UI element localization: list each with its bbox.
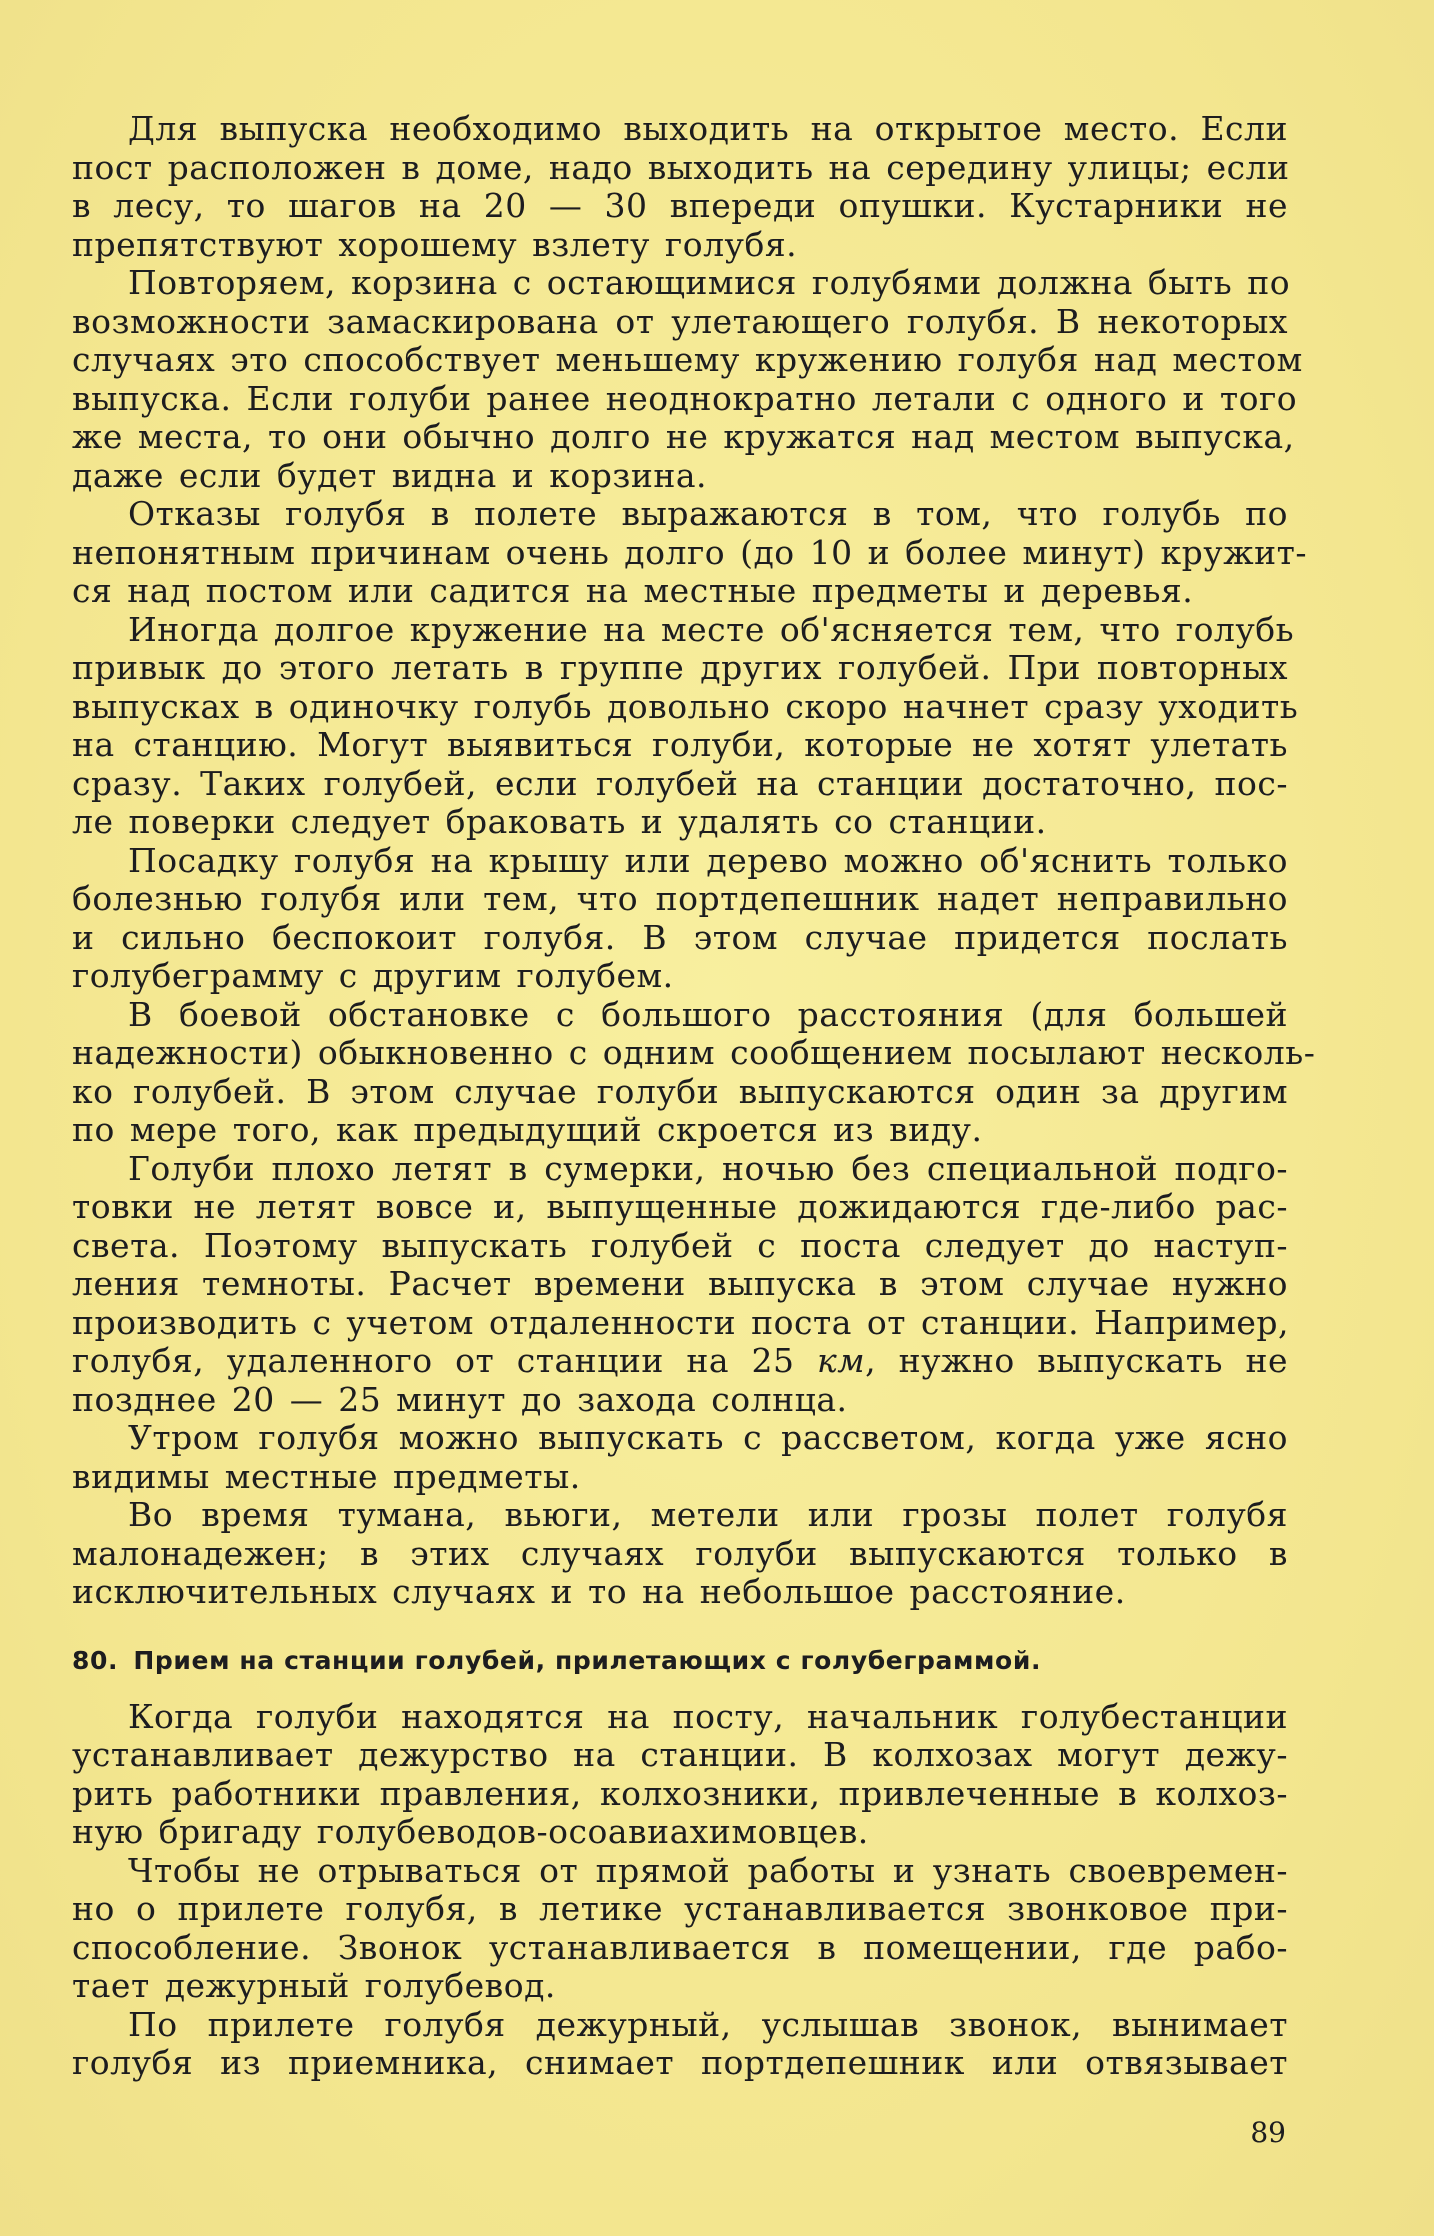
paragraph [72, 263, 1303, 495]
text-line: в лесу, то шагов на 20 — 30 впереди опушки. Кустарники не [72, 186, 1288, 225]
text-line: же места, то они обычно долго не кружатся над местом выпуска, [72, 417, 1295, 456]
paragraph [72, 1150, 1288, 1420]
text-line: препятствуют хорошему взлету голубя. [72, 224, 798, 264]
text-line: сразу. Таких голубей, если голубей на станции достаточно, пос- [72, 763, 1288, 803]
text-line: голубя, удаленного от станции на 25 км, нужно выпускать не [72, 1341, 1288, 1380]
paragraph [72, 1698, 1288, 1852]
text-line: но о прилете голубя, в летике устанавливается звонковое при- [72, 1889, 1288, 1928]
text-line: непонятным причинам очень долго (до 10 и более минут) кружит- [72, 532, 1307, 572]
paragraph [72, 494, 1307, 611]
text-line: тает дежурный голубевод. [72, 1966, 556, 2005]
text-line: Иногда долгое кружение на месте об'ясняется тем, что голубь [128, 609, 1295, 649]
text-line: позднее 20 — 25 минут до захода солнца. [72, 1379, 848, 1419]
text-line: видимы местные предметы. [72, 1456, 581, 1496]
paragraph [72, 2006, 1288, 2083]
text-line: голубя из приемника, снимает портдепешник или отвязывает [72, 2043, 1288, 2082]
text-line: В боевой обстановке с большого расстояния (для большей [128, 994, 1288, 1034]
text-line: Чтобы не отрываться от прямой работы и узнать своевремен- [128, 1850, 1288, 1890]
text-line: производить с учетом отдаленности поста от станции. Например, [72, 1302, 1290, 1342]
unit-km: км [817, 1341, 866, 1380]
text-line: случаях это способствует меньшему кружению голубя над местом [72, 340, 1303, 379]
text-line: исключительных случаях и то на небольшое расстояние. [72, 1572, 1126, 1611]
text-line: Повторяем, корзина с остающимися голубями должна быть по [128, 263, 1291, 302]
section-title: Прием на станции голубей, прилетающих с голубеграммой. [133, 1645, 1042, 1675]
text-line: надежности) обыкновенно с одним сообщением посылают несколь- [72, 1033, 1316, 1072]
text-block-before-section [72, 109, 1316, 1612]
text-line: Посадку голубя на крышу или дерево можно об'яснить только [128, 840, 1288, 880]
text-line: устанавливает дежурство на станции. В колхозах могут дежу- [72, 1735, 1288, 1774]
text-line: возможности замаскирована от улетающего голубя. В некоторых [72, 301, 1288, 341]
text-line: По прилете голубя дежурный, услышав звонок, вынимает [128, 2004, 1288, 2044]
text-line: малонадежен; в этих случаях голуби выпускаются только в [72, 1533, 1288, 1573]
text-line: ся над постом или садится на местные предметы и деревья. [72, 571, 1194, 610]
text-line: даже если будет видна и корзина. [72, 455, 708, 495]
text-line: света. Поэтому выпускать голубей с поста следует до наступ- [72, 1225, 1288, 1265]
paragraph [72, 1496, 1288, 1612]
text-line: Утром голубя можно выпускать с рассветом, когда уже ясно [128, 1418, 1288, 1457]
text-line: по мере того, как предыдущий скроется из виду. [72, 1110, 983, 1149]
text-line: Во время тумана, вьюги, метели или грозы полет голубя [128, 1495, 1288, 1534]
section-heading [72, 1644, 1288, 1678]
paragraph [72, 842, 1288, 996]
paragraph [72, 1852, 1288, 2006]
text-line: болезнью голубя или тем, что портдепешник надет неправильно [72, 879, 1288, 918]
text-line: ко голубей. В этом случае голуби выпускаются один за другим [72, 1071, 1288, 1111]
text-line: и сильно беспокоит голубя. В этом случае придется послать [72, 917, 1288, 957]
text-line: на станцию. Могут выявиться голуби, которые не хотят улетать [72, 725, 1288, 764]
text-line: Для выпуска необходимо выходить на открытое место. Если [128, 109, 1288, 148]
section-number: 80. [72, 1645, 119, 1675]
paragraph [72, 994, 1316, 1150]
text-line: ления темноты. Расчет времени выпуска в этом случае нужно [72, 1264, 1288, 1303]
text-line: голубеграмму с другим голубем. [72, 956, 674, 995]
text-line: Голуби плохо летят в сумерки, ночью без специальной подго- [128, 1148, 1288, 1188]
text-line: привык до этого летать в группе других голубей. При повторных [72, 648, 1288, 687]
text-line: Отказы голубя в полете выражаются в том, что голубь по [128, 494, 1288, 533]
text-line: рить работники правления, колхозники, привлеченные в колхоз- [72, 1773, 1288, 1813]
text-line: ле поверки следует браковать и удалять со станции. [72, 802, 1047, 841]
paragraph [72, 110, 1288, 264]
text-line: Когда голуби находятся на посту, начальник голубестанции [128, 1696, 1288, 1736]
page-body [72, 109, 1316, 2083]
text-line: ную бригаду голубеводов-осоавиахимовцев. [72, 1812, 869, 1851]
paragraph [72, 1419, 1288, 1496]
paragraph [72, 609, 1299, 842]
page-number: 89 [1250, 2116, 1286, 2149]
text-line: способление. Звонок устанавливается в помещении, где рабо- [72, 1927, 1288, 1967]
text-line: пост расположен в доме, надо выходить на середину улицы; если [72, 147, 1290, 187]
text-block-after-section [72, 1698, 1288, 2083]
text-line: выпуска. Если голуби ранее неоднократно летали с одного и того [72, 378, 1298, 418]
text-line: товки не летят вовсе и, выпущенные дожидаются где-либо рас- [72, 1187, 1288, 1226]
text-line: выпусках в одиночку голубь довольно скоро начнет сразу уходить [72, 686, 1299, 726]
